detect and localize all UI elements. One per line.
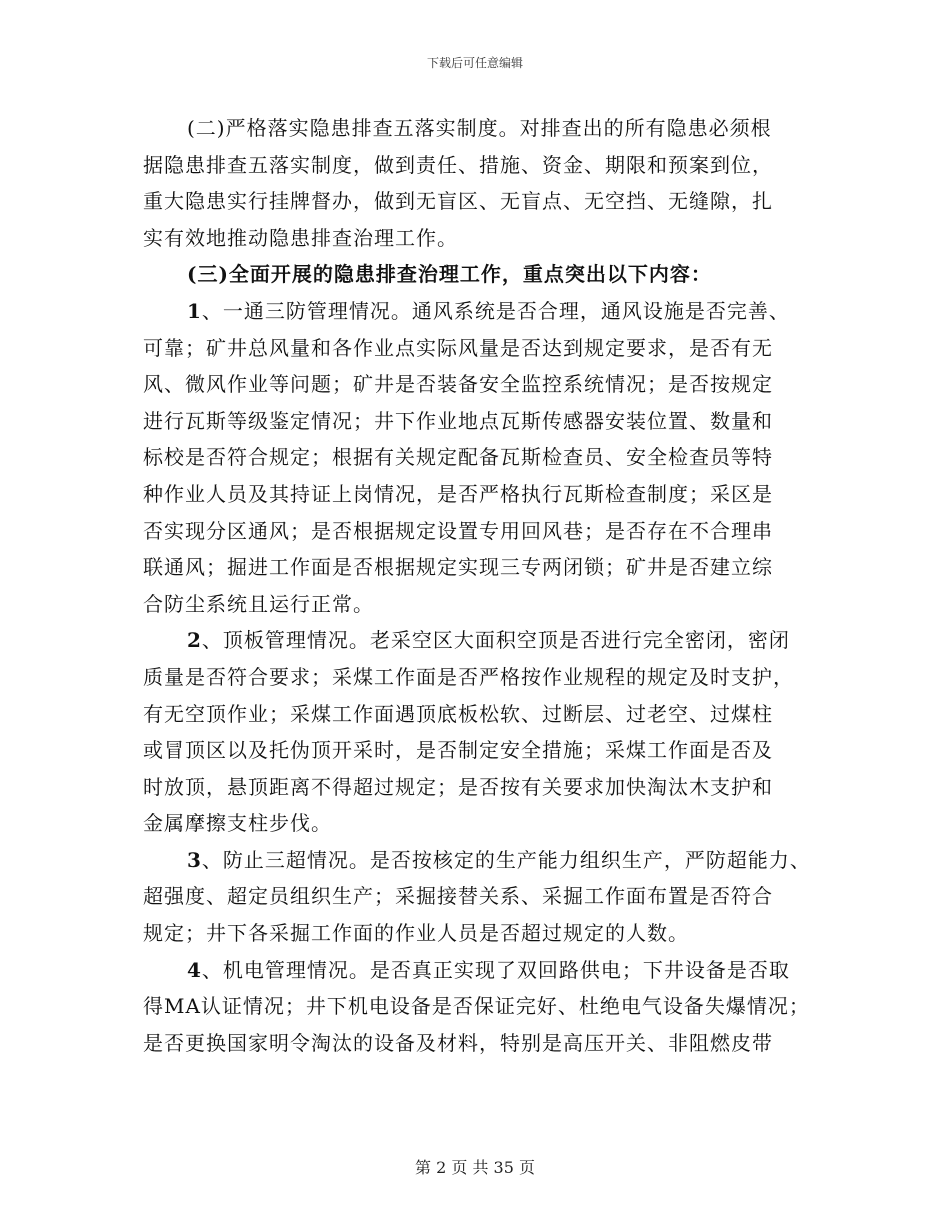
item3-number: 3 <box>187 847 202 872</box>
section2-line-1: (二)严格落实隐患排查五落实制度。对排查出的所有隐患必须根 <box>187 116 772 140</box>
item3-first-line <box>143 842 833 879</box>
section2-line-4: 实有效地推动隐患排查治理工作。 <box>143 225 458 250</box>
item3-line: 规定；井下各采掘工作面的作业人员是否超过规定的人数。 <box>143 921 689 946</box>
item2-first-line <box>143 622 833 659</box>
item1-first-line <box>143 293 833 330</box>
item1-line: 种作业人员及其持证上岗情况，是否严格执行瓦斯检查制度；采区是 <box>143 481 773 506</box>
item1-line: 标校是否符合规定；根据有关规定配备瓦斯检查员、安全检查员等特 <box>143 445 773 470</box>
item4-first-line <box>143 952 833 989</box>
item1-line: 否实现分区通风；是否根据规定设置专用回风巷；是否存在不合理串 <box>143 518 773 543</box>
document-body <box>143 110 833 1061</box>
item1-number: 1 <box>187 298 202 323</box>
item4-number: 4 <box>187 957 202 982</box>
item1-line: 进行瓦斯等级鉴定情况；井下作业地点瓦斯传感器安装位置、数量和 <box>143 408 773 433</box>
item1-line: 合防尘系统且运行正常。 <box>143 591 374 616</box>
item2-line: 有无空顶作业；采煤工作面遇顶底板松软、过断层、过老空、过煤柱 <box>143 701 773 726</box>
item1-line: 联通风；掘进工作面是否根据规定实现三专两闭锁；矿井是否建立综 <box>143 555 773 580</box>
item4-line: 得MA认证情况；井下机电设备是否保证完好、杜绝电气设备失爆情况； <box>143 994 810 1019</box>
page-header: 下载后可任意编辑 <box>426 56 523 70</box>
item3-first-text: 、防止三超情况。是否按核定的生产能力组织生产，严防超能力、 <box>201 847 811 872</box>
item2-number: 2 <box>187 628 202 653</box>
section2-line-3: 重大隐患实行挂牌督办，做到无盲区、无盲点、无空挡、无缝隙，扎 <box>143 189 773 214</box>
item2-line: 或冒顶区以及托伪顶开采时，是否制定安全措施；采煤工作面是否及 <box>143 738 773 763</box>
item4-first-text: 、机电管理情况。是否真正实现了双回路供电；下井设备是否取 <box>201 957 790 982</box>
item2-first-text: 、顶板管理情况。老采空区大面积空顶是否进行完全密闭，密闭 <box>201 628 790 653</box>
section3-heading: (三)全面开展的隐患排查治理工作，重点突出以下内容： <box>187 262 712 287</box>
item1-line: 风、微风作业等问题；矿井是否装备安全监控系统情况；是否按规定 <box>143 372 773 397</box>
item2-line: 时放顶，悬顶距离不得超过规定；是否按有关要求加快淘汰木支护和 <box>143 774 773 799</box>
section2-line-2: 据隐患排查五落实制度，做到责任、措施、资金、期限和预案到位， <box>143 152 773 177</box>
item1-line: 可靠；矿井总风量和各作业点实际风量是否达到规定要求，是否有无 <box>143 335 773 360</box>
item3-line: 超强度、超定员组织生产；采掘接替关系、采掘工作面布置是否符合 <box>143 884 773 909</box>
item4-line: 是否更换国家明令淘汰的设备及材料，特别是高压开关、非阻燃皮带 <box>143 1030 773 1055</box>
item1-first-text: 、一通三防管理情况。通风系统是否合理，通风设施是否完善、 <box>201 298 790 323</box>
item2-line: 质量是否符合要求；采煤工作面是否严格按作业规程的规定及时支护， <box>143 664 794 689</box>
page-footer: 第 2 页 共 35 页 <box>415 1158 535 1177</box>
item2-line: 金属摩擦支柱步伐。 <box>143 811 332 836</box>
